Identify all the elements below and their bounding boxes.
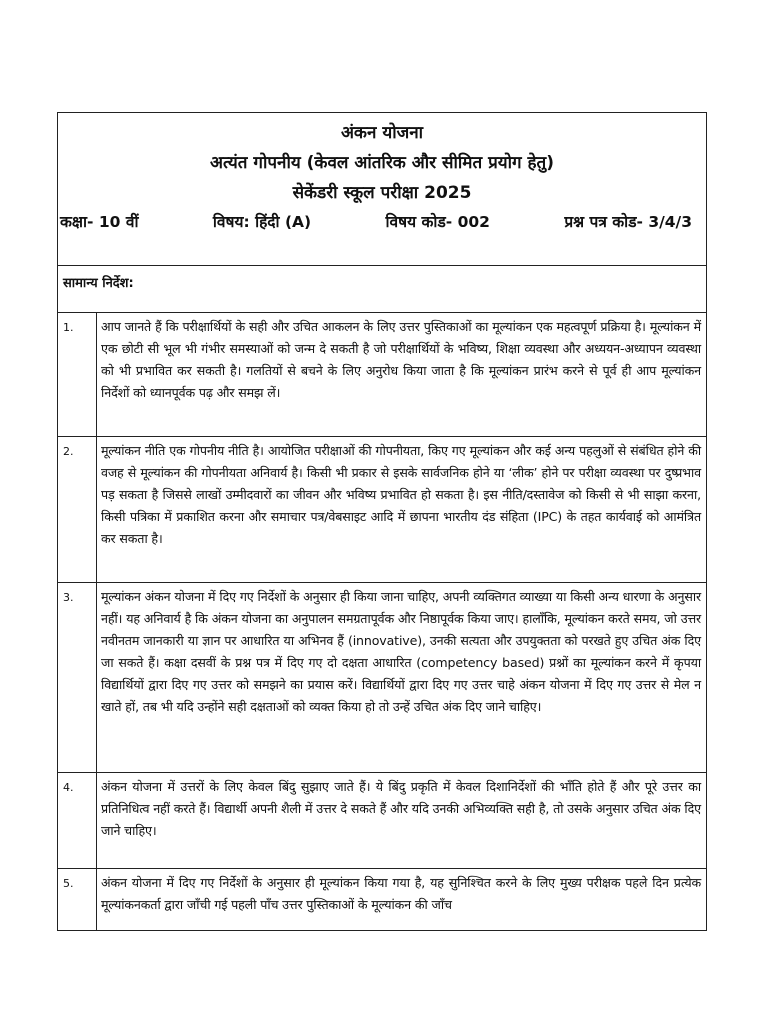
document-header [58,113,707,266]
general-instructions-heading: सामान्य निर्देश: [63,276,134,291]
instruction-number: 1. [58,313,97,437]
subject-code-label: विषय कोड- 002 [385,213,490,231]
instruction-row [58,869,707,931]
instruction-text: मूल्यांकन अंकन योजना में दिए गए निर्देशों के अनुसार ही किया जाना चाहिए, अपनी व्यक्तिगत व्याख्या या किसी अन्य धारणा के अनुसार नहीं। यह अनिवार्य है कि अंकन योजना का अनुपालन समग्रतापूर्वक और निष्ठापूर्वक किया जाए। हालाँकि, मूल्यांकन करते समय, जो उत्तर नवीनतम जानकारी या ज्ञान पर आधारित या अभिनव हैं (innovative), उनकी सत्यता और उपयुक्तता को परखते हुए उचित अंक दिए जा सकते हैं। कक्षा दसवीं के प्रश्न पत्र में दिए गए दो दक्षता आधारित (competency based) प्रश्नों का मूल्यांकन करने में कृपया विद्यार्थियों द्वारा दिए गए उत्तर को समझने का प्रयास करें। विद्यार्थियों द्वारा दिए गए उत्तर चाहे अंकन योजना में दिए गए उत्तर से मेल न खाते हों, तब भी यदि उन्होंने सही दक्षताओं को व्यक्त किया हो तो उन्हें उचित अंक दिए जाने चाहिए। [97,583,707,773]
exam-meta-row [58,211,706,233]
instruction-number: 2. [58,437,97,583]
general-instructions-heading-cell [58,266,707,313]
instruction-number: 5. [58,869,97,931]
class-label: कक्षा- 10 वीं [60,213,139,231]
instruction-row [58,773,707,869]
instruction-row [58,437,707,583]
instruction-number: 3. [58,583,97,773]
header-confidential-note: अत्यंत गोपनीय (केवल आंतरिक और सीमित प्रयोग हेतु) [210,153,554,173]
instruction-row [58,583,707,773]
subject-label: विषय: हिंदी (A) [212,213,312,231]
header-exam-name: सेकेंडरी स्कूल परीक्षा 2025 [292,183,472,203]
instruction-text: आप जानते हैं कि परीक्षार्थियों के सही और उचित आकलन के लिए उत्तर पुस्तिकाओं का मूल्यांकन एक महत्वपूर्ण प्रक्रिया है। मूल्यांकन में एक छोटी सी भूल भी गंभीर समस्याओं को जन्म दे सकती है जो परीक्षार्थियों के भविष्य, शिक्षा व्यवस्था और अध्ययन-अध्यापन व्यवस्था को भी प्रभावित कर सकती है। गलतियों से बचने के लिए अनुरोध किया जाता है कि मूल्यांकन प्रारंभ करने से पूर्व ही आप मूल्यांकन निर्देशों को ध्यानपूर्वक पढ़ और समझ लें। [97,313,707,437]
instruction-row [58,313,707,437]
instruction-number: 4. [58,773,97,869]
marking-scheme-table [57,112,707,931]
header-title: अंकन योजना [340,123,424,143]
instruction-text: मूल्यांकन नीति एक गोपनीय नीति है। आयोजित परीक्षाओं की गोपनीयता, किए गए मूल्यांकन और कई अन्य पहलुओं से संबंधित होने की वजह से मूल्यांकन की गोपनीयता अनिवार्य है। किसी भी प्रकार से इसके सार्वजनिक होने या ‘लीक’ होने पर परीक्षा व्यवस्था पर दुष्प्रभाव पड़ सकता है जिससे लाखों उम्मीदवारों का जीवन और भविष्य प्रभावित हो सकता है। इस नीति/दस्तावेज को किसी से भी साझा करना, किसी पत्रिका में प्रकाशित करना और समाचार पत्र/वेबसाइट आदि में छापना भारतीय दंड संहिता (IPC) के तहत कार्यवाई को आमंत्रित कर सकता है। [97,437,707,583]
instruction-text: अंकन योजना में दिए गए निर्देशों के अनुसार ही मूल्यांकन किया गया है, यह सुनिश्चित करने के लिए मुख्य परीक्षक पहले दिन प्रत्येक मूल्यांकनकर्ता द्वारा जाँची गई पहली पाँच उत्तर पुस्तिकाओं के मूल्यांकन की जाँच [97,869,707,931]
instruction-text: अंकन योजना में उत्तरों के लिए केवल बिंदु सुझाए जाते हैं। ये बिंदु प्रकृति में केवल दिशानिर्देशों की भाँति होते हैं और पूरे उत्तर का प्रतिनिधित्व नहीं करते हैं। विद्यार्थी अपनी शैली में उत्तर दे सकते हैं और यदि उनकी अभिव्यक्ति सही है, तो उसके अनुसार उचित अंक दिए जाने चाहिए। [97,773,707,869]
paper-code-label: प्रश्न पत्र कोड- 3/4/3 [564,213,692,231]
